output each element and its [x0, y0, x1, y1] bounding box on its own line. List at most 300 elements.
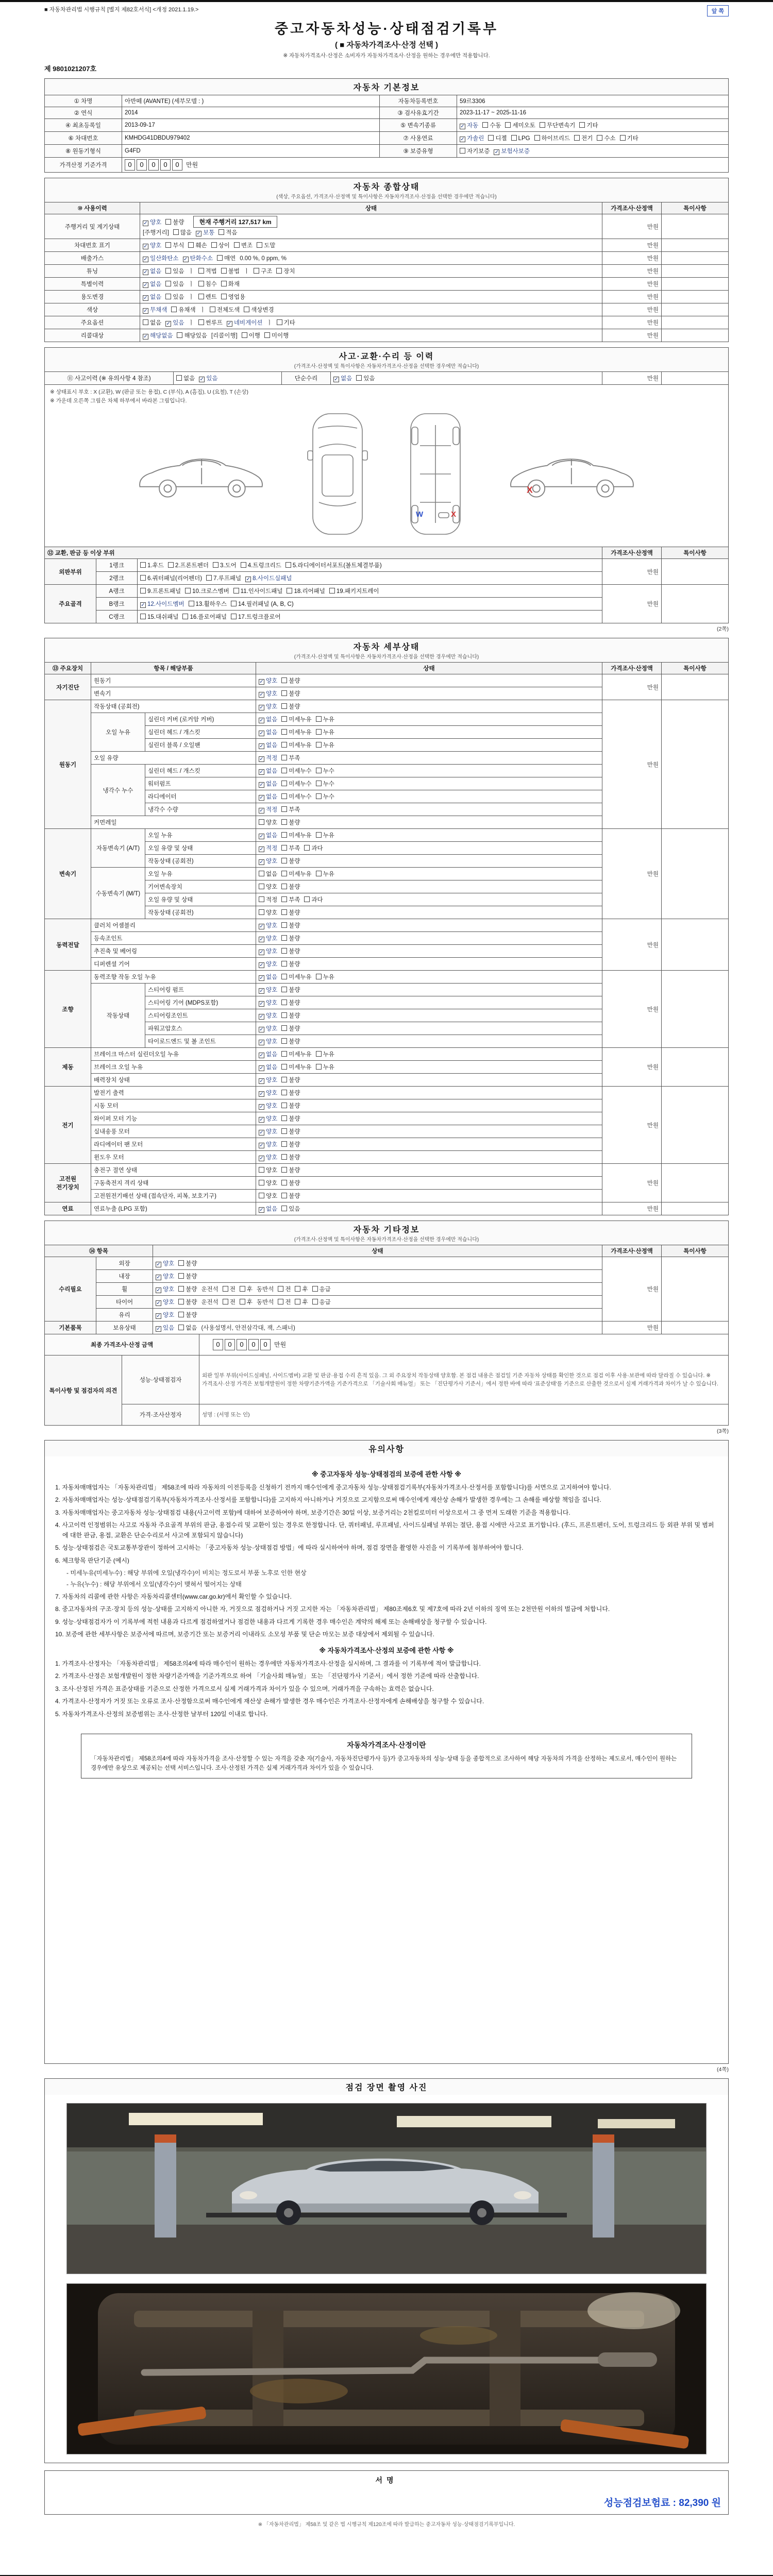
checkbox-option[interactable] — [281, 1179, 300, 1187]
checkbox-option[interactable] — [259, 921, 277, 929]
checkbox-option[interactable] — [281, 895, 300, 904]
checkbox-option[interactable] — [540, 121, 576, 129]
checkbox-unchecked[interactable] — [281, 716, 287, 722]
checkbox-option[interactable] — [281, 883, 300, 891]
checkbox-option[interactable] — [257, 241, 275, 249]
checkbox-option[interactable] — [316, 831, 334, 839]
checkbox-option[interactable] — [259, 1063, 277, 1071]
checkbox-unchecked[interactable] — [316, 742, 322, 748]
checkbox-option[interactable] — [221, 293, 245, 301]
checkbox-option[interactable] — [259, 792, 277, 801]
checkbox-option[interactable] — [227, 318, 263, 327]
checkbox-option[interactable] — [143, 280, 161, 288]
checkbox-option[interactable] — [168, 561, 209, 569]
checkbox-option[interactable] — [165, 293, 184, 301]
checkbox-option[interactable] — [140, 613, 178, 621]
checkbox-option[interactable] — [233, 587, 283, 595]
checkbox-option[interactable] — [316, 870, 334, 878]
checkbox-checked[interactable]: ✓ — [259, 1130, 264, 1136]
checkbox-checked[interactable]: ✓ — [259, 975, 264, 981]
checkbox-unchecked[interactable] — [281, 961, 287, 967]
checkbox-unchecked[interactable] — [165, 281, 171, 286]
checkbox-checked[interactable]: ✓ — [259, 1091, 264, 1097]
checkbox-unchecked[interactable] — [254, 268, 259, 274]
checkbox-checked[interactable]: ✓ — [199, 377, 204, 382]
checkbox-option[interactable] — [242, 331, 260, 340]
checkbox-option[interactable] — [156, 1324, 174, 1332]
checkbox-option[interactable] — [281, 1114, 300, 1123]
checkbox-option[interactable] — [140, 600, 184, 608]
checkbox-unchecked[interactable] — [178, 1260, 184, 1266]
checkbox-option[interactable] — [281, 1089, 300, 1097]
checkbox-option[interactable] — [579, 121, 598, 129]
checkbox-unchecked[interactable] — [281, 781, 287, 786]
checkbox-unchecked[interactable] — [165, 242, 171, 248]
checkbox-checked[interactable]: ✓ — [143, 334, 148, 340]
checkbox-unchecked[interactable] — [231, 601, 237, 606]
checkbox-unchecked[interactable] — [312, 1286, 318, 1292]
checkbox-unchecked[interactable] — [242, 332, 247, 338]
checkbox-option[interactable] — [156, 1259, 174, 1267]
checkbox-option[interactable] — [281, 1192, 300, 1200]
checkbox-option[interactable] — [240, 1298, 253, 1306]
checkbox-option[interactable] — [231, 600, 294, 608]
checkbox-option[interactable] — [281, 857, 300, 865]
checkbox-checked[interactable]: ✓ — [143, 221, 148, 226]
checkbox-checked[interactable]: ✓ — [156, 1326, 161, 1332]
checkbox-option[interactable] — [295, 1285, 308, 1293]
checkbox-option[interactable] — [173, 228, 192, 236]
checkbox-checked[interactable]: ✓ — [259, 950, 264, 955]
checkbox-option[interactable] — [231, 613, 281, 621]
checkbox-option[interactable] — [460, 147, 490, 155]
checkbox-option[interactable] — [281, 728, 311, 736]
checkbox-checked[interactable]: ✓ — [141, 602, 145, 608]
checkbox-unchecked[interactable] — [304, 845, 310, 851]
checkbox-unchecked[interactable] — [257, 242, 262, 248]
checkbox-option[interactable] — [259, 767, 277, 775]
checkbox-unchecked[interactable] — [281, 793, 287, 799]
checkbox-option[interactable] — [196, 228, 214, 236]
checkbox-unchecked[interactable] — [281, 987, 287, 992]
checkbox-option[interactable] — [259, 883, 277, 891]
checkbox-unchecked[interactable] — [234, 242, 240, 248]
checkbox-checked[interactable]: ✓ — [259, 859, 264, 865]
checkbox-option[interactable] — [259, 818, 277, 826]
checkbox-option[interactable] — [165, 241, 184, 249]
checkbox-checked[interactable]: ✓ — [259, 924, 264, 929]
checkbox-unchecked[interactable] — [488, 135, 494, 141]
checkbox-unchecked[interactable] — [316, 1064, 322, 1070]
checkbox-unchecked[interactable] — [316, 974, 322, 979]
checkbox-checked[interactable]: ✓ — [259, 769, 264, 775]
checkbox-option[interactable] — [254, 267, 272, 275]
checkbox-option[interactable] — [482, 121, 501, 129]
checkbox-checked[interactable]: ✓ — [259, 1014, 264, 1020]
checkbox-option[interactable] — [259, 857, 277, 865]
checkbox-checked[interactable]: ✓ — [259, 743, 264, 749]
checkbox-option[interactable] — [259, 844, 277, 852]
checkbox-unchecked[interactable] — [316, 1051, 322, 1057]
checkbox-option[interactable] — [278, 1285, 291, 1293]
checkbox-unchecked[interactable] — [198, 268, 204, 274]
checkbox-checked[interactable]: ✓ — [259, 846, 264, 852]
checkbox-unchecked[interactable] — [304, 896, 310, 902]
checkbox-unchecked[interactable] — [281, 884, 287, 889]
checkbox-option[interactable] — [259, 986, 277, 994]
checkbox-option[interactable] — [156, 1311, 174, 1319]
checkbox-unchecked[interactable] — [281, 677, 287, 683]
checkbox-option[interactable] — [281, 1140, 300, 1148]
checkbox-unchecked[interactable] — [281, 1012, 287, 1018]
checkbox-option[interactable] — [281, 1127, 300, 1136]
checkbox-unchecked[interactable] — [281, 896, 287, 902]
checkbox-option[interactable] — [304, 895, 323, 904]
checkbox-option[interactable] — [140, 587, 181, 595]
checkbox-unchecked[interactable] — [281, 819, 287, 825]
checkbox-option[interactable] — [143, 331, 173, 340]
checkbox-unchecked[interactable] — [277, 319, 282, 325]
checkbox-unchecked[interactable] — [285, 562, 291, 568]
checkbox-option[interactable] — [277, 318, 295, 327]
checkbox-option[interactable] — [259, 960, 277, 968]
checkbox-unchecked[interactable] — [281, 974, 287, 979]
checkbox-option[interactable] — [234, 241, 253, 249]
checkbox-option[interactable] — [312, 1285, 331, 1293]
checkbox-unchecked[interactable] — [140, 575, 146, 581]
checkbox-unchecked[interactable] — [173, 229, 179, 235]
checkbox-unchecked[interactable] — [316, 781, 322, 786]
checkbox-option[interactable] — [259, 702, 277, 710]
checkbox-unchecked[interactable] — [198, 294, 204, 299]
checkbox-unchecked[interactable] — [534, 135, 540, 141]
checkbox-unchecked[interactable] — [281, 690, 287, 696]
checkbox-option[interactable] — [278, 1298, 291, 1306]
checkbox-option[interactable] — [259, 715, 277, 723]
checkbox-option[interactable] — [259, 1037, 277, 1045]
checkbox-checked[interactable]: ✓ — [259, 1078, 264, 1084]
checkbox-checked[interactable]: ✓ — [156, 1300, 161, 1306]
checkbox-option[interactable] — [259, 895, 277, 904]
checkbox-unchecked[interactable] — [241, 562, 246, 568]
checkbox-unchecked[interactable] — [316, 716, 322, 722]
checkbox-option[interactable] — [281, 1063, 311, 1071]
checkbox-option[interactable] — [178, 1259, 197, 1267]
checkbox-checked[interactable]: ✓ — [246, 577, 250, 582]
checkbox-option[interactable] — [620, 134, 638, 142]
checkbox-option[interactable] — [312, 1298, 331, 1306]
checkbox-unchecked[interactable] — [281, 1077, 287, 1082]
checkbox-checked[interactable]: ✓ — [259, 937, 264, 942]
checkbox-unchecked[interactable] — [281, 1115, 287, 1121]
checkbox-option[interactable] — [183, 254, 213, 262]
checkbox-option[interactable] — [316, 1050, 334, 1058]
checkbox-checked[interactable]: ✓ — [259, 1001, 264, 1007]
checkbox-unchecked[interactable] — [316, 832, 322, 838]
checkbox-checked[interactable]: ✓ — [259, 1143, 264, 1148]
checkbox-unchecked[interactable] — [482, 122, 488, 128]
checkbox-option[interactable] — [245, 574, 292, 582]
checkbox-option[interactable] — [140, 561, 164, 569]
checkbox-unchecked[interactable] — [281, 871, 287, 876]
checkbox-option[interactable] — [259, 676, 277, 685]
checkbox-option[interactable] — [177, 331, 207, 340]
checkbox-option[interactable] — [281, 689, 300, 698]
checkbox-unchecked[interactable] — [356, 375, 362, 381]
checkbox-unchecked[interactable] — [178, 1312, 184, 1317]
checkbox-unchecked[interactable] — [511, 135, 517, 141]
checkbox-option[interactable] — [316, 741, 334, 749]
checkbox-unchecked[interactable] — [178, 1299, 184, 1304]
checkbox-option[interactable] — [494, 147, 530, 155]
checkbox-option[interactable] — [316, 1063, 334, 1071]
checkbox-unchecked[interactable] — [620, 135, 626, 141]
checkbox-option[interactable] — [488, 134, 507, 142]
checkbox-option[interactable] — [211, 241, 230, 249]
checkbox-option[interactable] — [156, 1298, 174, 1306]
checkbox-option[interactable] — [178, 1285, 197, 1293]
checkbox-unchecked[interactable] — [143, 319, 148, 325]
checkbox-unchecked[interactable] — [213, 562, 219, 568]
checkbox-checked[interactable]: ✓ — [156, 1262, 161, 1267]
checkbox-checked[interactable]: ✓ — [259, 1065, 264, 1071]
checkbox-option[interactable] — [143, 241, 161, 249]
checkbox-unchecked[interactable] — [597, 135, 602, 141]
checkbox-option[interactable] — [259, 1050, 277, 1058]
checkbox-option[interactable] — [281, 1037, 300, 1045]
checkbox-unchecked[interactable] — [281, 1206, 287, 1211]
checkbox-option[interactable] — [156, 1285, 174, 1293]
checkbox-unchecked[interactable] — [540, 122, 545, 128]
checkbox-unchecked[interactable] — [287, 588, 292, 594]
checkbox-checked[interactable]: ✓ — [196, 231, 201, 236]
checkbox-unchecked[interactable] — [259, 1193, 264, 1198]
checkbox-unchecked[interactable] — [140, 614, 146, 619]
checkbox-unchecked[interactable] — [259, 1180, 264, 1185]
checkbox-option[interactable] — [165, 218, 184, 226]
checkbox-option[interactable] — [281, 792, 311, 801]
checkbox-option[interactable] — [219, 228, 237, 236]
checkbox-option[interactable] — [287, 587, 325, 595]
checkbox-option[interactable] — [259, 689, 277, 698]
checkbox-unchecked[interactable] — [198, 281, 204, 286]
checkbox-option[interactable] — [198, 318, 223, 327]
checkbox-option[interactable] — [178, 1272, 197, 1280]
checkbox-unchecked[interactable] — [221, 294, 227, 299]
checkbox-unchecked[interactable] — [276, 268, 282, 274]
checkbox-unchecked[interactable] — [281, 755, 287, 760]
checkbox-unchecked[interactable] — [329, 588, 335, 594]
checkbox-option[interactable] — [281, 947, 300, 955]
checkbox-option[interactable] — [143, 293, 161, 301]
checkbox-option[interactable] — [276, 267, 295, 275]
checkbox-option[interactable] — [281, 676, 300, 685]
checkbox-option[interactable] — [178, 1298, 197, 1306]
checkbox-option[interactable] — [241, 561, 281, 569]
checkbox-option[interactable] — [597, 134, 615, 142]
checkbox-option[interactable] — [223, 1285, 236, 1293]
checkbox-option[interactable] — [185, 587, 229, 595]
checkbox-checked[interactable]: ✓ — [259, 1053, 264, 1058]
checkbox-option[interactable] — [178, 1324, 197, 1332]
checkbox-unchecked[interactable] — [171, 307, 177, 312]
checkbox-unchecked[interactable] — [189, 601, 194, 606]
checkbox-checked[interactable]: ✓ — [259, 808, 264, 814]
checkbox-option[interactable] — [189, 600, 227, 608]
checkbox-checked[interactable]: ✓ — [259, 962, 264, 968]
checkbox-unchecked[interactable] — [460, 148, 465, 154]
checkbox-unchecked[interactable] — [312, 1299, 318, 1304]
checkbox-option[interactable] — [281, 998, 300, 1007]
checkbox-checked[interactable]: ✓ — [259, 1027, 264, 1032]
checkbox-option[interactable] — [217, 254, 236, 262]
checkbox-checked[interactable]: ✓ — [259, 731, 264, 736]
checkbox-checked[interactable]: ✓ — [156, 1287, 161, 1293]
checkbox-unchecked[interactable] — [219, 229, 224, 235]
checkbox-checked[interactable]: ✓ — [460, 137, 465, 142]
checkbox-unchecked[interactable] — [182, 614, 188, 619]
checkbox-option[interactable] — [143, 218, 161, 226]
checkbox-checked[interactable]: ✓ — [259, 692, 264, 698]
checkbox-unchecked[interactable] — [223, 1286, 228, 1292]
checkbox-unchecked[interactable] — [198, 319, 204, 325]
checkbox-checked[interactable]: ✓ — [259, 756, 264, 762]
checkbox-option[interactable] — [281, 1011, 300, 1020]
checkbox-unchecked[interactable] — [233, 588, 239, 594]
checkbox-unchecked[interactable] — [210, 307, 215, 312]
checkbox-checked[interactable]: ✓ — [259, 1117, 264, 1123]
checkbox-unchecked[interactable] — [259, 1167, 264, 1173]
checkbox-checked[interactable]: ✓ — [259, 834, 264, 839]
checkbox-option[interactable] — [333, 374, 352, 382]
checkbox-option[interactable] — [534, 134, 570, 142]
checkbox-checked[interactable]: ✓ — [259, 718, 264, 723]
checkbox-unchecked[interactable] — [281, 858, 287, 863]
checkbox-option[interactable] — [221, 280, 240, 288]
checkbox-unchecked[interactable] — [281, 1090, 287, 1095]
checkbox-option[interactable] — [259, 1076, 277, 1084]
checkbox-option[interactable] — [259, 908, 277, 917]
checkbox-unchecked[interactable] — [178, 1325, 184, 1330]
checkbox-option[interactable] — [259, 1127, 277, 1136]
checkbox-unchecked[interactable] — [316, 768, 322, 773]
checkbox-checked[interactable]: ✓ — [143, 257, 148, 262]
checkbox-unchecked[interactable] — [165, 219, 171, 225]
checkbox-unchecked[interactable] — [264, 332, 270, 338]
checkbox-unchecked[interactable] — [177, 332, 182, 338]
checkbox-option[interactable] — [281, 934, 300, 942]
checkbox-option[interactable] — [281, 960, 300, 968]
checkbox-unchecked[interactable] — [281, 909, 287, 915]
checkbox-option[interactable] — [259, 779, 277, 788]
checkbox-checked[interactable]: ✓ — [259, 1040, 264, 1045]
checkbox-option[interactable] — [316, 792, 334, 801]
checkbox-option[interactable] — [316, 728, 334, 736]
checkbox-option[interactable] — [316, 973, 334, 981]
checkbox-unchecked[interactable] — [281, 1064, 287, 1070]
checkbox-option[interactable] — [316, 779, 334, 788]
checkbox-option[interactable] — [281, 741, 311, 749]
checkbox-option[interactable] — [165, 280, 184, 288]
checkbox-option[interactable] — [281, 715, 311, 723]
checkbox-option[interactable] — [210, 306, 240, 314]
checkbox-unchecked[interactable] — [281, 703, 287, 709]
checkbox-unchecked[interactable] — [505, 122, 511, 128]
checkbox-option[interactable] — [281, 844, 300, 852]
checkbox-checked[interactable]: ✓ — [166, 321, 171, 327]
checkbox-unchecked[interactable] — [316, 793, 322, 799]
checkbox-checked[interactable]: ✓ — [334, 377, 339, 382]
checkbox-option[interactable] — [281, 973, 311, 981]
checkbox-checked[interactable]: ✓ — [259, 1207, 264, 1213]
checkbox-option[interactable] — [165, 318, 184, 327]
checkbox-unchecked[interactable] — [281, 1128, 287, 1134]
checkbox-option[interactable] — [259, 1192, 277, 1200]
checkbox-option[interactable] — [165, 267, 184, 275]
checkbox-unchecked[interactable] — [231, 614, 237, 619]
checkbox-unchecked[interactable] — [281, 806, 287, 812]
checkbox-option[interactable] — [176, 374, 195, 382]
checkbox-option[interactable] — [304, 844, 323, 852]
checkbox-checked[interactable]: ✓ — [143, 269, 148, 275]
checkbox-option[interactable] — [259, 870, 277, 878]
checkbox-unchecked[interactable] — [281, 1103, 287, 1108]
checkbox-option[interactable] — [281, 1050, 311, 1058]
checkbox-unchecked[interactable] — [176, 375, 182, 381]
checkbox-option[interactable] — [281, 767, 311, 775]
checkbox-checked[interactable]: ✓ — [259, 988, 264, 994]
checkbox-unchecked[interactable] — [221, 268, 227, 274]
checkbox-unchecked[interactable] — [281, 742, 287, 748]
checkbox-unchecked[interactable] — [281, 1051, 287, 1057]
checkbox-checked[interactable]: ✓ — [183, 257, 188, 262]
checkbox-option[interactable] — [140, 574, 202, 582]
checkbox-option[interactable] — [171, 306, 195, 314]
checkbox-unchecked[interactable] — [281, 768, 287, 773]
checkbox-option[interactable] — [259, 728, 277, 736]
checkbox-option[interactable] — [213, 561, 237, 569]
checkbox-option[interactable] — [259, 741, 277, 749]
checkbox-option[interactable] — [281, 1076, 300, 1084]
checkbox-unchecked[interactable] — [281, 845, 287, 851]
checkbox-unchecked[interactable] — [281, 1193, 287, 1198]
checkbox-option[interactable] — [281, 818, 300, 826]
checkbox-option[interactable] — [281, 754, 300, 762]
checkbox-option[interactable] — [281, 702, 300, 710]
checkbox-unchecked[interactable] — [221, 281, 227, 286]
checkbox-option[interactable] — [505, 121, 535, 129]
checkbox-unchecked[interactable] — [178, 1273, 184, 1279]
checkbox-option[interactable] — [259, 1205, 277, 1213]
checkbox-unchecked[interactable] — [281, 1167, 287, 1173]
checkbox-unchecked[interactable] — [278, 1299, 283, 1304]
checkbox-option[interactable] — [316, 715, 334, 723]
checkbox-checked[interactable]: ✓ — [143, 308, 148, 314]
checkbox-unchecked[interactable] — [281, 1141, 287, 1147]
checkbox-unchecked[interactable] — [188, 242, 194, 248]
checkbox-option[interactable] — [221, 267, 240, 275]
checkbox-option[interactable] — [460, 134, 484, 142]
checkbox-option[interactable] — [316, 767, 334, 775]
checkbox-option[interactable] — [259, 934, 277, 942]
checkbox-option[interactable] — [574, 134, 593, 142]
checkbox-option[interactable] — [182, 613, 227, 621]
checkbox-unchecked[interactable] — [217, 255, 223, 261]
checkbox-option[interactable] — [281, 1166, 300, 1174]
checkbox-option[interactable] — [259, 1179, 277, 1187]
checkbox-option[interactable] — [285, 561, 382, 569]
checkbox-option[interactable] — [143, 254, 179, 262]
